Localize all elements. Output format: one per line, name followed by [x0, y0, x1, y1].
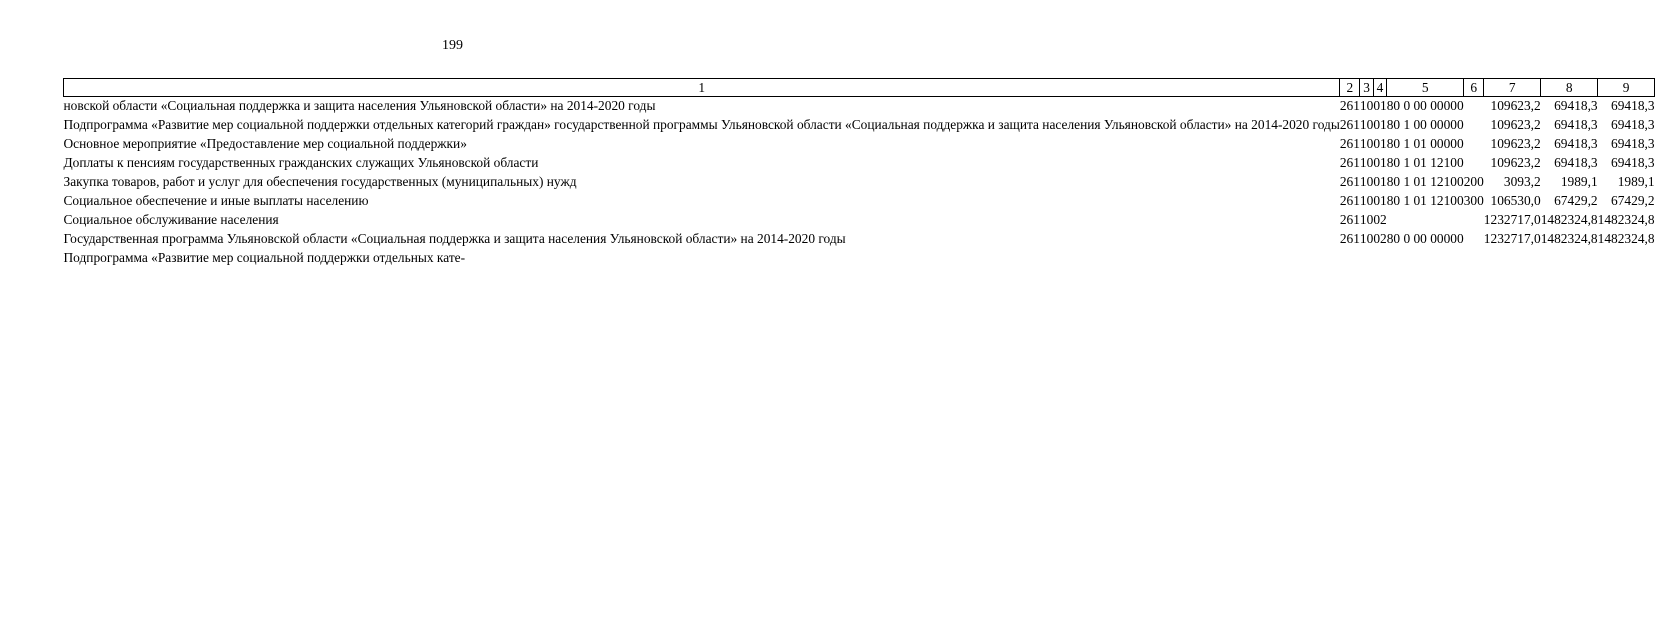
- row-name-cell: Подпрограмма «Развитие мер социальной поддержки отдельных категорий граждан» государственной программы Ульяновской области «Социальная поддержка и защита населения Ульяновской области» на 2014-2020 годы: [63, 117, 1340, 132]
- row-cell-c4: 02: [1373, 212, 1387, 227]
- row-cell-c9: 67429,2: [1611, 193, 1655, 208]
- row-cell-c4: 02: [1373, 231, 1387, 246]
- row-cell-c6: [1464, 211, 1484, 230]
- row-cell-c5: 80 1 00 00000: [1386, 117, 1464, 132]
- row-cell-c9: 69418,3: [1611, 117, 1655, 132]
- table-row: [64, 211, 1655, 230]
- row-cell-c7: 106530,0: [1490, 193, 1541, 208]
- column-header-3: 3: [1360, 79, 1373, 97]
- row-cell-c6: 300: [1463, 193, 1484, 208]
- budget-table: [63, 78, 1655, 268]
- table-row: [64, 97, 1655, 117]
- row-cell-c7: 1232717,0: [1483, 231, 1541, 246]
- row-cell-c2: 261: [1339, 174, 1360, 189]
- row-cell-c2: [1340, 249, 1360, 268]
- row-name-cell: Основное мероприятие «Предоставление мер социальной поддержки»: [63, 136, 467, 151]
- row-cell-c2: 261: [1339, 136, 1360, 151]
- row-cell-c6: 200: [1463, 174, 1484, 189]
- row-name-cell: Социальное обслуживание населения: [63, 212, 279, 227]
- table-row: [64, 154, 1655, 173]
- column-header-9: 9: [1598, 79, 1655, 97]
- row-name-cell: Доплаты к пенсиям государственных гражданских служащих Ульяновской области: [63, 155, 539, 170]
- row-cell-c7: [1484, 249, 1541, 268]
- row-cell-c3: 10: [1359, 117, 1374, 132]
- column-header-2: 2: [1340, 79, 1360, 97]
- row-cell-c7: 109623,2: [1490, 155, 1541, 170]
- row-cell-c8: 1482324,8: [1540, 212, 1598, 227]
- column-header-7: 7: [1484, 79, 1541, 97]
- row-cell-c5: 80 1 01 12100: [1386, 193, 1464, 208]
- row-cell-c8: 69418,3: [1554, 136, 1598, 151]
- row-cell-c7: 1232717,0: [1483, 212, 1541, 227]
- row-cell-c4: 01: [1373, 155, 1387, 170]
- row-cell-c9: 69418,3: [1611, 98, 1655, 113]
- row-cell-c7: 3093,2: [1503, 174, 1541, 189]
- row-cell-c8: 69418,3: [1554, 117, 1598, 132]
- row-cell-c2: 261: [1339, 212, 1360, 227]
- row-cell-c2: 261: [1339, 193, 1360, 208]
- row-name-cell: новской области «Социальная поддержка и защита населения Ульяновской области» на 2014-2020 годы: [63, 98, 656, 113]
- row-cell-c9: 1989,1: [1617, 174, 1655, 189]
- row-cell-c7: 109623,2: [1490, 117, 1541, 132]
- row-cell-c6: [1464, 135, 1484, 154]
- table-row: [64, 192, 1655, 211]
- row-cell-c9: 69418,3: [1611, 155, 1655, 170]
- row-cell-c2: 261: [1339, 155, 1360, 170]
- column-header-8: 8: [1541, 79, 1598, 97]
- row-cell-c8: 1989,1: [1560, 174, 1598, 189]
- row-cell-c4: 01: [1373, 174, 1387, 189]
- row-cell-c5: 80 1 01 12100: [1386, 155, 1464, 170]
- table-row: [64, 116, 1655, 135]
- table-row: [64, 249, 1655, 268]
- row-cell-c5: 80 0 00 00000: [1386, 231, 1464, 246]
- row-cell-c4: 01: [1373, 193, 1387, 208]
- row-cell-c9: [1598, 249, 1655, 268]
- row-cell-c5: [1387, 249, 1464, 268]
- row-cell-c7: 109623,2: [1490, 136, 1541, 151]
- row-cell-c4: 01: [1373, 117, 1387, 132]
- row-cell-c4: 01: [1373, 136, 1387, 151]
- row-cell-c3: 10: [1359, 193, 1374, 208]
- row-cell-c4: [1373, 249, 1386, 268]
- row-cell-c8: 1482324,8: [1540, 231, 1598, 246]
- row-cell-c8: [1541, 249, 1598, 268]
- column-header-5: 5: [1387, 79, 1464, 97]
- row-cell-c8: 67429,2: [1554, 193, 1598, 208]
- row-cell-c8: 69418,3: [1554, 98, 1598, 113]
- row-cell-c9: 1482324,8: [1597, 231, 1655, 246]
- row-cell-c5: 80 0 00 00000: [1386, 98, 1464, 113]
- row-cell-c3: 10: [1359, 231, 1374, 246]
- column-header-6: 6: [1464, 79, 1484, 97]
- table-row: [64, 230, 1655, 249]
- row-cell-c6: [1464, 97, 1484, 117]
- row-name-cell: Государственная программа Ульяновской области «Социальная поддержка и защита населения Ульяновской области» на 2014-2020 годы: [63, 231, 846, 246]
- row-cell-c6: [1464, 249, 1484, 268]
- row-cell-c3: 10: [1359, 136, 1374, 151]
- row-cell-c2: 261: [1339, 98, 1360, 113]
- row-cell-c8: 69418,3: [1554, 155, 1598, 170]
- row-cell-c2: 261: [1339, 117, 1360, 132]
- row-cell-c6: [1464, 230, 1484, 249]
- table-row: [64, 173, 1655, 192]
- table-row: [64, 135, 1655, 154]
- table-header-row: [64, 79, 1655, 97]
- row-cell-c7: 109623,2: [1490, 98, 1541, 113]
- row-cell-c6: [1464, 116, 1484, 135]
- row-cell-c6: [1464, 154, 1484, 173]
- row-cell-c2: 261: [1339, 231, 1360, 246]
- row-cell-c3: 10: [1359, 212, 1374, 227]
- row-cell-c5: 80 1 01 12100: [1386, 174, 1464, 189]
- row-cell-c5: 80 1 01 00000: [1386, 136, 1464, 151]
- row-name-cell: Социальное обеспечение и иные выплаты населению: [63, 193, 369, 208]
- row-cell-c3: 10: [1359, 98, 1374, 113]
- row-cell-c5: [1387, 211, 1464, 230]
- row-cell-c4: 01: [1373, 98, 1387, 113]
- row-cell-c3: [1360, 249, 1373, 268]
- column-header-4: 4: [1373, 79, 1386, 97]
- row-name-cell: Подпрограмма «Развитие мер социальной поддержки отдельных кате-: [63, 250, 466, 265]
- row-cell-c3: 10: [1359, 174, 1374, 189]
- row-name-cell: Закупка товаров, работ и услуг для обеспечения государственных (муниципальных) нужд: [63, 174, 577, 189]
- column-header-1: 1: [64, 79, 1340, 97]
- row-cell-c3: 10: [1359, 155, 1374, 170]
- row-cell-c9: 69418,3: [1611, 136, 1655, 151]
- row-cell-c9: 1482324,8: [1597, 212, 1655, 227]
- page-number: 199: [442, 38, 463, 53]
